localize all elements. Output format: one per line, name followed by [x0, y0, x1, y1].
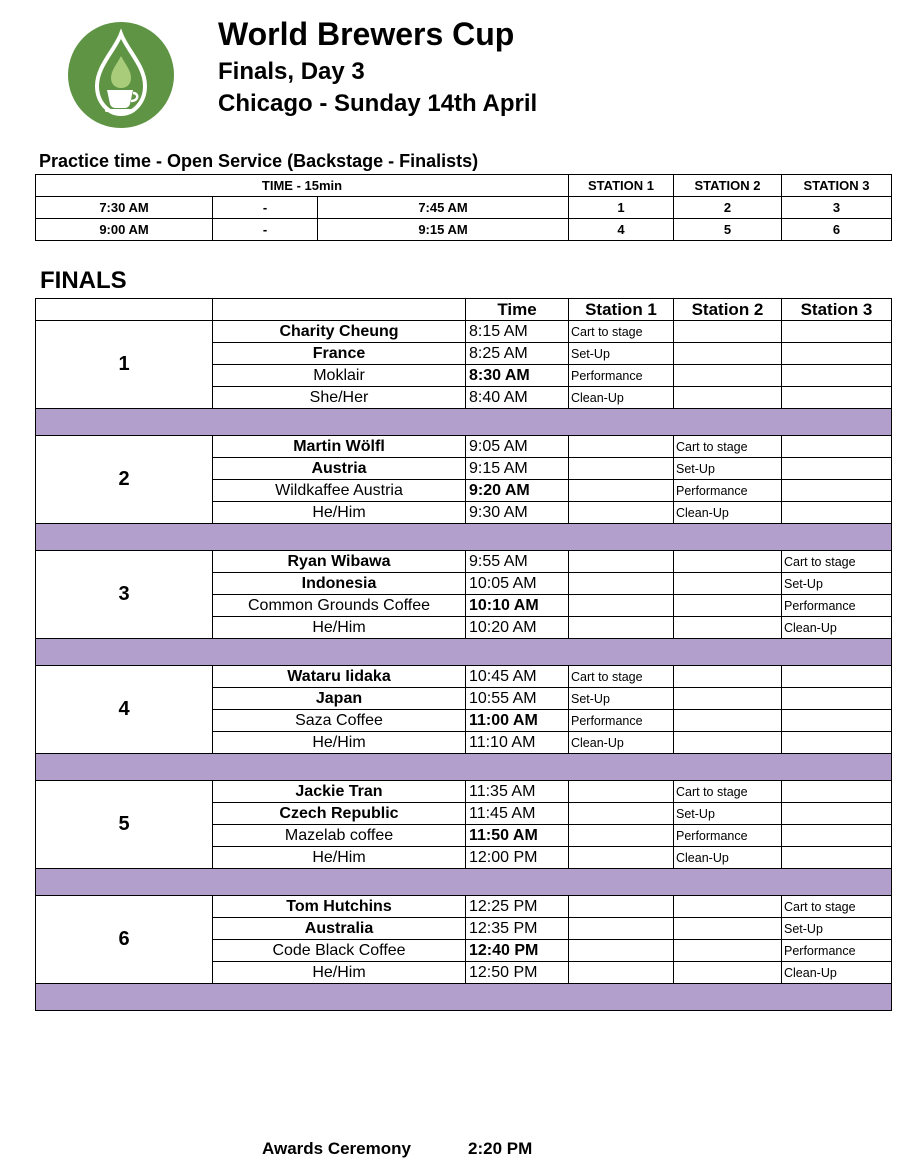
station-1-cell	[569, 940, 674, 962]
competitor-number: 4	[36, 666, 213, 754]
station-2-cell	[674, 573, 782, 595]
station-2-cell	[674, 551, 782, 573]
competitor-country: Japan	[213, 688, 466, 710]
station-3-cell	[782, 458, 892, 480]
competitor-country: France	[213, 343, 466, 365]
station-1-cell	[569, 918, 674, 940]
station-2-cell	[674, 666, 782, 688]
slot-time: 8:25 AM	[466, 343, 569, 365]
finals-col-time: Time	[466, 299, 569, 321]
competitor-company: Code Black Coffee	[213, 940, 466, 962]
page-subtitle: Finals, Day 3	[218, 58, 365, 85]
station-1-cell: Clean-Up	[569, 387, 674, 409]
station-1-cell	[569, 480, 674, 502]
slot-time: 12:35 PM	[466, 918, 569, 940]
slot-time: 10:55 AM	[466, 688, 569, 710]
finals-row	[36, 436, 892, 458]
station-3-cell	[782, 732, 892, 754]
slot-time: 12:25 PM	[466, 896, 569, 918]
station-1-cell: Cart to stage	[569, 666, 674, 688]
break-separator	[36, 984, 892, 1011]
station-2-cell: Set-Up	[674, 803, 782, 825]
practice-section-title: Practice time - Open Service (Backstage - Finalists)	[39, 151, 479, 171]
slot-time: 9:15 AM	[466, 458, 569, 480]
competitor-company: Wildkaffee Austria	[213, 480, 466, 502]
competitor-name: Ryan Wibawa	[213, 551, 466, 573]
slot-time: 10:05 AM	[466, 573, 569, 595]
station-2-cell	[674, 940, 782, 962]
slot-time: 9:05 AM	[466, 436, 569, 458]
practice-s1: 4	[569, 219, 674, 241]
station-1-cell: Performance	[569, 365, 674, 387]
slot-time: 11:00 AM	[466, 710, 569, 732]
slot-time: 10:10 AM	[466, 595, 569, 617]
station-2-cell: Set-Up	[674, 458, 782, 480]
finals-header-row	[36, 299, 892, 321]
practice-s1: 1	[569, 197, 674, 219]
station-1-cell	[569, 436, 674, 458]
competitor-pronouns: He/Him	[213, 962, 466, 984]
station-3-cell	[782, 321, 892, 343]
station-3-cell: Clean-Up	[782, 617, 892, 639]
station-2-cell: Performance	[674, 825, 782, 847]
practice-col-station-3: STATION 3	[782, 175, 892, 197]
finals-row	[36, 896, 892, 918]
finals-row	[36, 666, 892, 688]
competitor-name: Charity Cheung	[213, 321, 466, 343]
station-2-cell: Cart to stage	[674, 781, 782, 803]
competitor-number: 2	[36, 436, 213, 524]
competitor-number: 6	[36, 896, 213, 984]
awards-ceremony-label: Awards Ceremony	[262, 1139, 411, 1158]
station-1-cell: Set-Up	[569, 343, 674, 365]
station-1-cell	[569, 595, 674, 617]
station-2-cell	[674, 896, 782, 918]
finals-col-number	[36, 299, 213, 321]
competitor-company: Saza Coffee	[213, 710, 466, 732]
station-1-cell: Set-Up	[569, 688, 674, 710]
break-separator-row	[36, 869, 892, 896]
slot-time: 12:40 PM	[466, 940, 569, 962]
station-3-cell	[782, 480, 892, 502]
practice-sep: -	[213, 219, 318, 241]
practice-row	[36, 197, 892, 219]
station-1-cell	[569, 781, 674, 803]
station-2-cell	[674, 387, 782, 409]
station-1-cell	[569, 551, 674, 573]
practice-sep: -	[213, 197, 318, 219]
station-1-cell	[569, 803, 674, 825]
competitor-company: Mazelab coffee	[213, 825, 466, 847]
competitor-number: 1	[36, 321, 213, 409]
slot-time: 11:50 AM	[466, 825, 569, 847]
slot-time: 11:45 AM	[466, 803, 569, 825]
practice-header-row	[36, 175, 892, 197]
break-separator-row	[36, 639, 892, 666]
station-3-cell	[782, 365, 892, 387]
world-brewers-cup-logo	[67, 20, 175, 130]
competitor-name: Martin Wölfl	[213, 436, 466, 458]
station-1-cell: Performance	[569, 710, 674, 732]
competitor-number: 5	[36, 781, 213, 869]
station-3-cell: Cart to stage	[782, 551, 892, 573]
practice-s2: 5	[674, 219, 782, 241]
station-1-cell	[569, 617, 674, 639]
station-3-cell	[782, 710, 892, 732]
slot-time: 12:50 PM	[466, 962, 569, 984]
station-2-cell	[674, 710, 782, 732]
break-separator	[36, 409, 892, 436]
station-3-cell	[782, 502, 892, 524]
station-2-cell	[674, 365, 782, 387]
page-title: World Brewers Cup	[218, 16, 515, 52]
station-3-cell: Performance	[782, 595, 892, 617]
station-3-cell	[782, 688, 892, 710]
station-2-cell	[674, 688, 782, 710]
competitor-pronouns: He/Him	[213, 502, 466, 524]
station-1-cell	[569, 573, 674, 595]
station-2-cell	[674, 732, 782, 754]
competitor-number: 3	[36, 551, 213, 639]
finals-row	[36, 551, 892, 573]
station-3-cell	[782, 343, 892, 365]
practice-end: 7:45 AM	[318, 197, 569, 219]
competitor-pronouns: He/Him	[213, 617, 466, 639]
station-3-cell: Set-Up	[782, 918, 892, 940]
competitor-country: Australia	[213, 918, 466, 940]
competitor-country: Austria	[213, 458, 466, 480]
slot-time: 8:15 AM	[466, 321, 569, 343]
practice-start: 9:00 AM	[36, 219, 213, 241]
event-location-date: Chicago - Sunday 14th April	[218, 90, 538, 117]
practice-s3: 6	[782, 219, 892, 241]
practice-col-time: TIME - 15min	[36, 175, 569, 197]
station-3-cell	[782, 387, 892, 409]
slot-time: 10:20 AM	[466, 617, 569, 639]
station-1-cell: Clean-Up	[569, 732, 674, 754]
station-3-cell	[782, 666, 892, 688]
slot-time: 9:20 AM	[466, 480, 569, 502]
competitor-company: Common Grounds Coffee	[213, 595, 466, 617]
break-separator-row	[36, 754, 892, 781]
station-2-cell: Cart to stage	[674, 436, 782, 458]
finals-col-competitor	[213, 299, 466, 321]
station-3-cell	[782, 847, 892, 869]
station-1-cell	[569, 502, 674, 524]
station-3-cell	[782, 436, 892, 458]
station-2-cell	[674, 321, 782, 343]
station-2-cell	[674, 617, 782, 639]
break-separator	[36, 524, 892, 551]
practice-start: 7:30 AM	[36, 197, 213, 219]
station-1-cell	[569, 458, 674, 480]
practice-s2: 2	[674, 197, 782, 219]
finals-col-station-3: Station 3	[782, 299, 892, 321]
awards-ceremony-time: 2:20 PM	[468, 1139, 533, 1158]
competitor-country: Czech Republic	[213, 803, 466, 825]
slot-time: 9:30 AM	[466, 502, 569, 524]
slot-time: 12:00 PM	[466, 847, 569, 869]
station-3-cell: Clean-Up	[782, 962, 892, 984]
station-2-cell	[674, 343, 782, 365]
finals-title: FINALS	[40, 267, 127, 294]
slot-time: 8:30 AM	[466, 365, 569, 387]
finals-col-station-1: Station 1	[569, 299, 674, 321]
break-separator-row	[36, 984, 892, 1011]
station-2-cell	[674, 595, 782, 617]
competitor-country: Indonesia	[213, 573, 466, 595]
station-2-cell	[674, 918, 782, 940]
station-1-cell	[569, 825, 674, 847]
station-1-cell	[569, 896, 674, 918]
station-1-cell: Cart to stage	[569, 321, 674, 343]
station-3-cell: Performance	[782, 940, 892, 962]
slot-time: 11:35 AM	[466, 781, 569, 803]
slot-time: 11:10 AM	[466, 732, 569, 754]
practice-schedule-table	[35, 174, 892, 241]
competitor-company: Moklair	[213, 365, 466, 387]
station-3-cell: Set-Up	[782, 573, 892, 595]
break-separator-row	[36, 409, 892, 436]
slot-time: 10:45 AM	[466, 666, 569, 688]
competitor-name: Tom Hutchins	[213, 896, 466, 918]
competitor-pronouns: She/Her	[213, 387, 466, 409]
station-2-cell: Performance	[674, 480, 782, 502]
competitor-name: Wataru Iidaka	[213, 666, 466, 688]
station-3-cell	[782, 803, 892, 825]
practice-col-station-2: STATION 2	[674, 175, 782, 197]
practice-row	[36, 219, 892, 241]
competitor-pronouns: He/Him	[213, 847, 466, 869]
station-2-cell: Clean-Up	[674, 502, 782, 524]
station-3-cell	[782, 825, 892, 847]
finals-col-station-2: Station 2	[674, 299, 782, 321]
break-separator	[36, 754, 892, 781]
break-separator-row	[36, 524, 892, 551]
station-2-cell: Clean-Up	[674, 847, 782, 869]
station-3-cell: Cart to stage	[782, 896, 892, 918]
station-1-cell	[569, 847, 674, 869]
finals-schedule-table	[35, 298, 892, 1011]
slot-time: 9:55 AM	[466, 551, 569, 573]
station-2-cell	[674, 962, 782, 984]
practice-s3: 3	[782, 197, 892, 219]
station-1-cell	[569, 962, 674, 984]
competitor-name: Jackie Tran	[213, 781, 466, 803]
break-separator	[36, 869, 892, 896]
competitor-pronouns: He/Him	[213, 732, 466, 754]
practice-end: 9:15 AM	[318, 219, 569, 241]
slot-time: 8:40 AM	[466, 387, 569, 409]
practice-col-station-1: STATION 1	[569, 175, 674, 197]
station-3-cell	[782, 781, 892, 803]
break-separator	[36, 639, 892, 666]
finals-row	[36, 781, 892, 803]
finals-row	[36, 321, 892, 343]
